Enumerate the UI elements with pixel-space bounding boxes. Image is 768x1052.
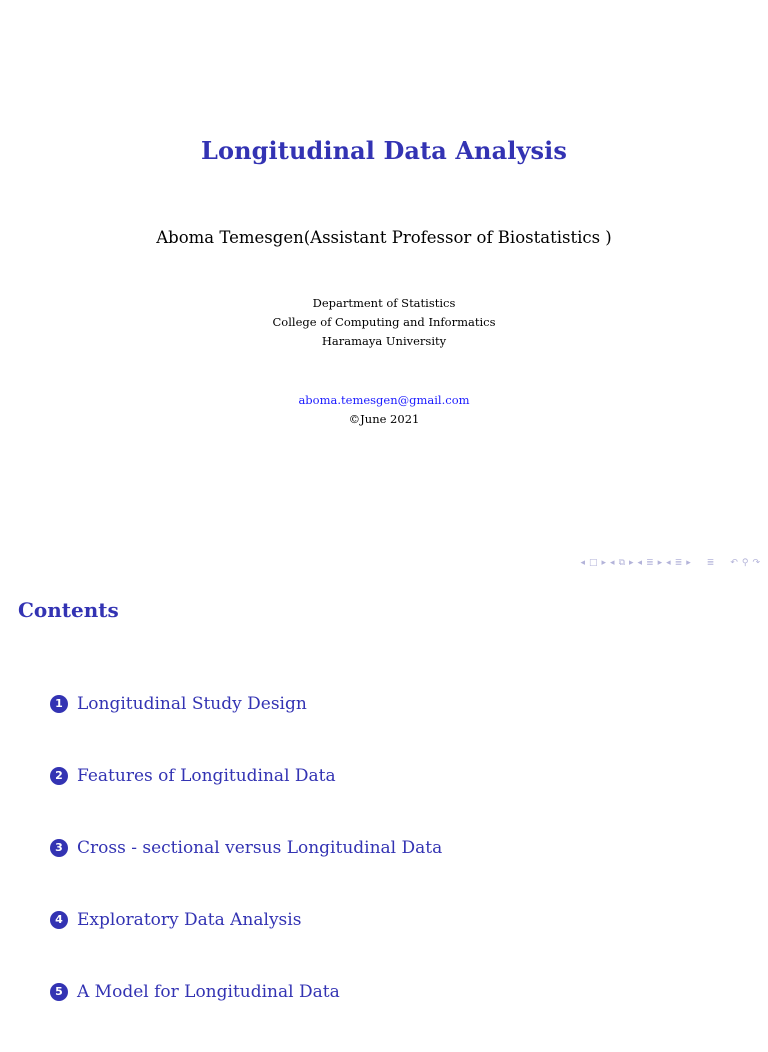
nav-left-arrow-icon[interactable]: ◂: [580, 558, 585, 568]
section-icon[interactable]: ≣: [646, 558, 654, 568]
document-icon[interactable]: ≣: [674, 558, 683, 568]
search-icon[interactable]: ⚲: [741, 558, 749, 568]
nav-right-arrow-icon[interactable]: ▸: [686, 558, 691, 568]
nav-left-arrow-icon[interactable]: ◂: [637, 558, 643, 568]
nav-right-arrow-icon[interactable]: ▸: [601, 558, 607, 568]
toc-item-cross-sectional-vs-longitudinal[interactable]: [50, 836, 442, 908]
toc-number-badge: 1: [50, 695, 68, 713]
toc-item-features-of-longitudinal-data[interactable]: [50, 764, 442, 836]
toc-label[interactable]: Cross - sectional versus Longitudinal Data: [77, 838, 443, 858]
beamer-navigation-bar: [580, 556, 760, 570]
subsection-icon[interactable]: ⧉: [618, 558, 626, 568]
department-line: Department of Statistics: [312, 296, 456, 310]
toc-item-exploratory-data-analysis[interactable]: [50, 908, 442, 980]
toc-number-badge: 4: [50, 911, 68, 929]
toc-item-model-for-longitudinal-data[interactable]: [50, 980, 442, 1052]
toc-item-longitudinal-study-design[interactable]: [50, 692, 442, 764]
toc-label[interactable]: Exploratory Data Analysis: [77, 910, 302, 930]
email-link[interactable]: aboma.temesgen@gmail.com: [298, 393, 470, 407]
toc-number-badge: 3: [50, 839, 68, 857]
nav-right-arrow-icon[interactable]: ▸: [657, 558, 663, 568]
toc-label[interactable]: Longitudinal Study Design: [77, 694, 307, 714]
contact-block: [0, 391, 768, 429]
date-line: ©June 2021: [348, 412, 420, 426]
toc-label[interactable]: A Model for Longitudinal Data: [77, 982, 340, 1002]
frame-icon[interactable]: □: [589, 558, 598, 568]
toc-number-badge: 5: [50, 983, 68, 1001]
nav-left-arrow-icon[interactable]: ◂: [610, 558, 615, 568]
nav-right-arrow-icon[interactable]: ▸: [629, 558, 634, 568]
back-icon[interactable]: ↶: [730, 558, 738, 568]
nav-left-arrow-icon[interactable]: ◂: [666, 558, 671, 568]
toc-number-badge: 2: [50, 767, 68, 785]
contents-slide: [0, 576, 768, 1024]
appendix-icon[interactable]: ≣: [706, 558, 715, 568]
table-of-contents: [50, 692, 442, 1052]
university-line: Haramaya University: [321, 334, 447, 348]
contents-heading: Contents: [18, 598, 119, 622]
forward-icon[interactable]: ↷: [752, 558, 760, 568]
presentation-title: Longitudinal Data Analysis: [201, 136, 567, 165]
institute-block: [0, 294, 768, 351]
author-line: Aboma Temesgen(Assistant Professor of Biostatistics ): [156, 228, 612, 247]
toc-label[interactable]: Features of Longitudinal Data: [77, 766, 336, 786]
college-line: College of Computing and Informatics: [272, 315, 496, 329]
